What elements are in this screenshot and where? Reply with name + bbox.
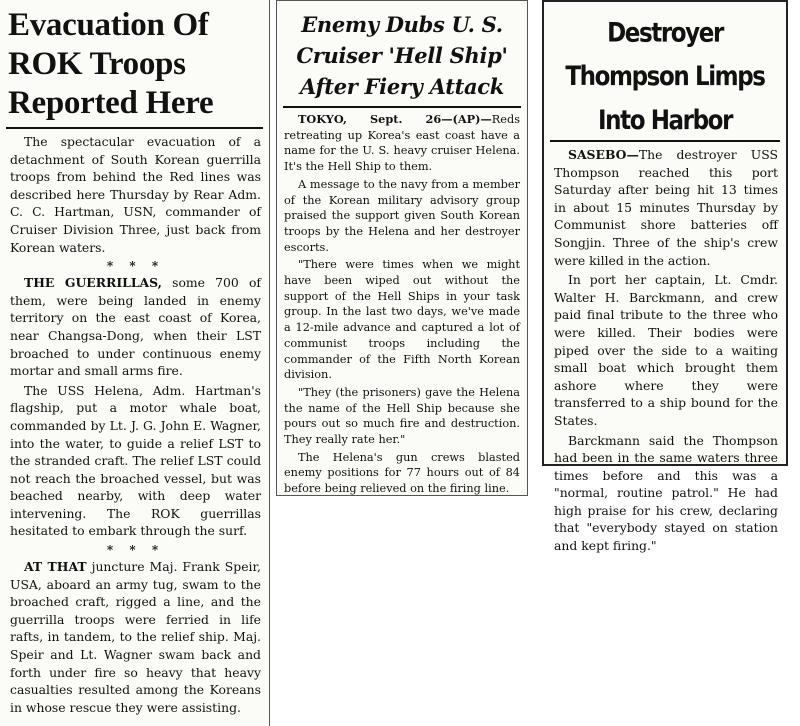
dateline: SASEBO—	[568, 147, 639, 162]
article-body	[284, 112, 520, 497]
clipping-hell-ship	[276, 0, 528, 496]
dateline: TOKYO, Sept. 26—(AP)—	[298, 112, 492, 126]
section-separator: * * *	[106, 259, 165, 274]
paragraph: TOKYO, Sept. 26—(AP)—Reds retreating up Korea's east coast have a name for the U. S. heavy cruiser Helena. It's the Hell Ship to them.	[284, 112, 520, 174]
paragraph: Barckmann said the Thompson had been in the same waters three times before and this was a "normal, routine patrol." He had high praise for his crew, declaring that "everybody stayed on station and kept firing."	[554, 432, 778, 554]
lead-in: THE GUERRILLAS,	[24, 275, 162, 291]
lead-in: AT THAT	[24, 559, 87, 575]
article-body	[10, 133, 261, 716]
headline: Destroyer Thompson Limps Into Harbor	[565, 18, 765, 136]
paragraph: The Helena's gun crews blasted enemy positions for 77 hours out of 84 before being relieved on the firing line.	[284, 450, 520, 496]
clipping-destroyer-thompson	[542, 0, 788, 554]
paragraph: "There were times when we might have been wiped out without the support of the Hell Ships in your task group. In the last two days, we've made a 12-mile advance and captured a lot of communist troops including the commander of the Fifth North Korean division.	[284, 258, 520, 382]
clipping-rok-evacuation	[0, 0, 270, 726]
paragraph: In port her captain, Lt. Cmdr. Walter H. Barckmann, and crew paid final tribute to the three who were killed. Their bodies were piped over the side to a waiting small boat which brought them ashore where they were transferred to a ship bound for the States.	[554, 272, 778, 428]
paragraph: The USS Helena, Adm. Hartman's flagship, put a motor whale boat, commanded by Lt. J. G. John E. Wagner, into the water, to guide a relief LST to the stranded craft. The relief LST could not reach the broached vessel, but was beached nearby, with deep water intervening. The ROK guerrillas hesitated to embark through the surf.	[10, 382, 261, 539]
headline: Enemy Dubs U. S. Cruiser 'Hell Ship' After Fiery Attack	[296, 12, 508, 99]
paragraph: A message to the navy from a member of the Korean military advisory group praised the support given South Korean troops by the Helena and her destroyer escorts.	[284, 177, 520, 254]
paragraph: THE GUERRILLAS, some 700 of them, were being landed in enemy territory on the east coast of Korea, near Changsa-Dong, when their LST broached to under continuous enemy mortar and small arms fire.	[10, 275, 261, 379]
paragraph: The spectacular evacuation of a detachment of South Korean guerrilla troops from behind the Red lines was described here Thursday by Rear Adm. C. C. Hartman, USN, commander of Cruiser Division Three, just back from Korean waters.	[10, 134, 261, 255]
headline-rule	[283, 106, 521, 108]
article-body	[554, 146, 778, 555]
headline-rule	[6, 127, 263, 129]
headline: Evacuation Of ROK Troops Reported Here	[8, 7, 214, 121]
paragraph: SASEBO—The destroyer USS Thompson reached this port Saturday after being hit 13 times in about 15 minutes Thursday by Communist shore batteries off Songjin. Three of the ship's crew were killed in the action.	[554, 147, 778, 268]
section-separator: * * *	[106, 543, 165, 558]
paragraph: AT THAT juncture Maj. Frank Speir, USA, aboard an army tug, swam to the broached craft, rigged a line, and the guerrilla troops were ferried in life rafts, in tandem, to the relief ship. Maj. Speir and Lt. Wagner swam back and forth under fire so heavy that heavy casualties resulted among the Koreans in whose rescue they were assisting.	[10, 559, 261, 715]
paragraph: "They (the prisoners) gave the Helena the name of the Hell Ship because she pours out so much fire and destruction. They really rate her."	[284, 385, 520, 447]
